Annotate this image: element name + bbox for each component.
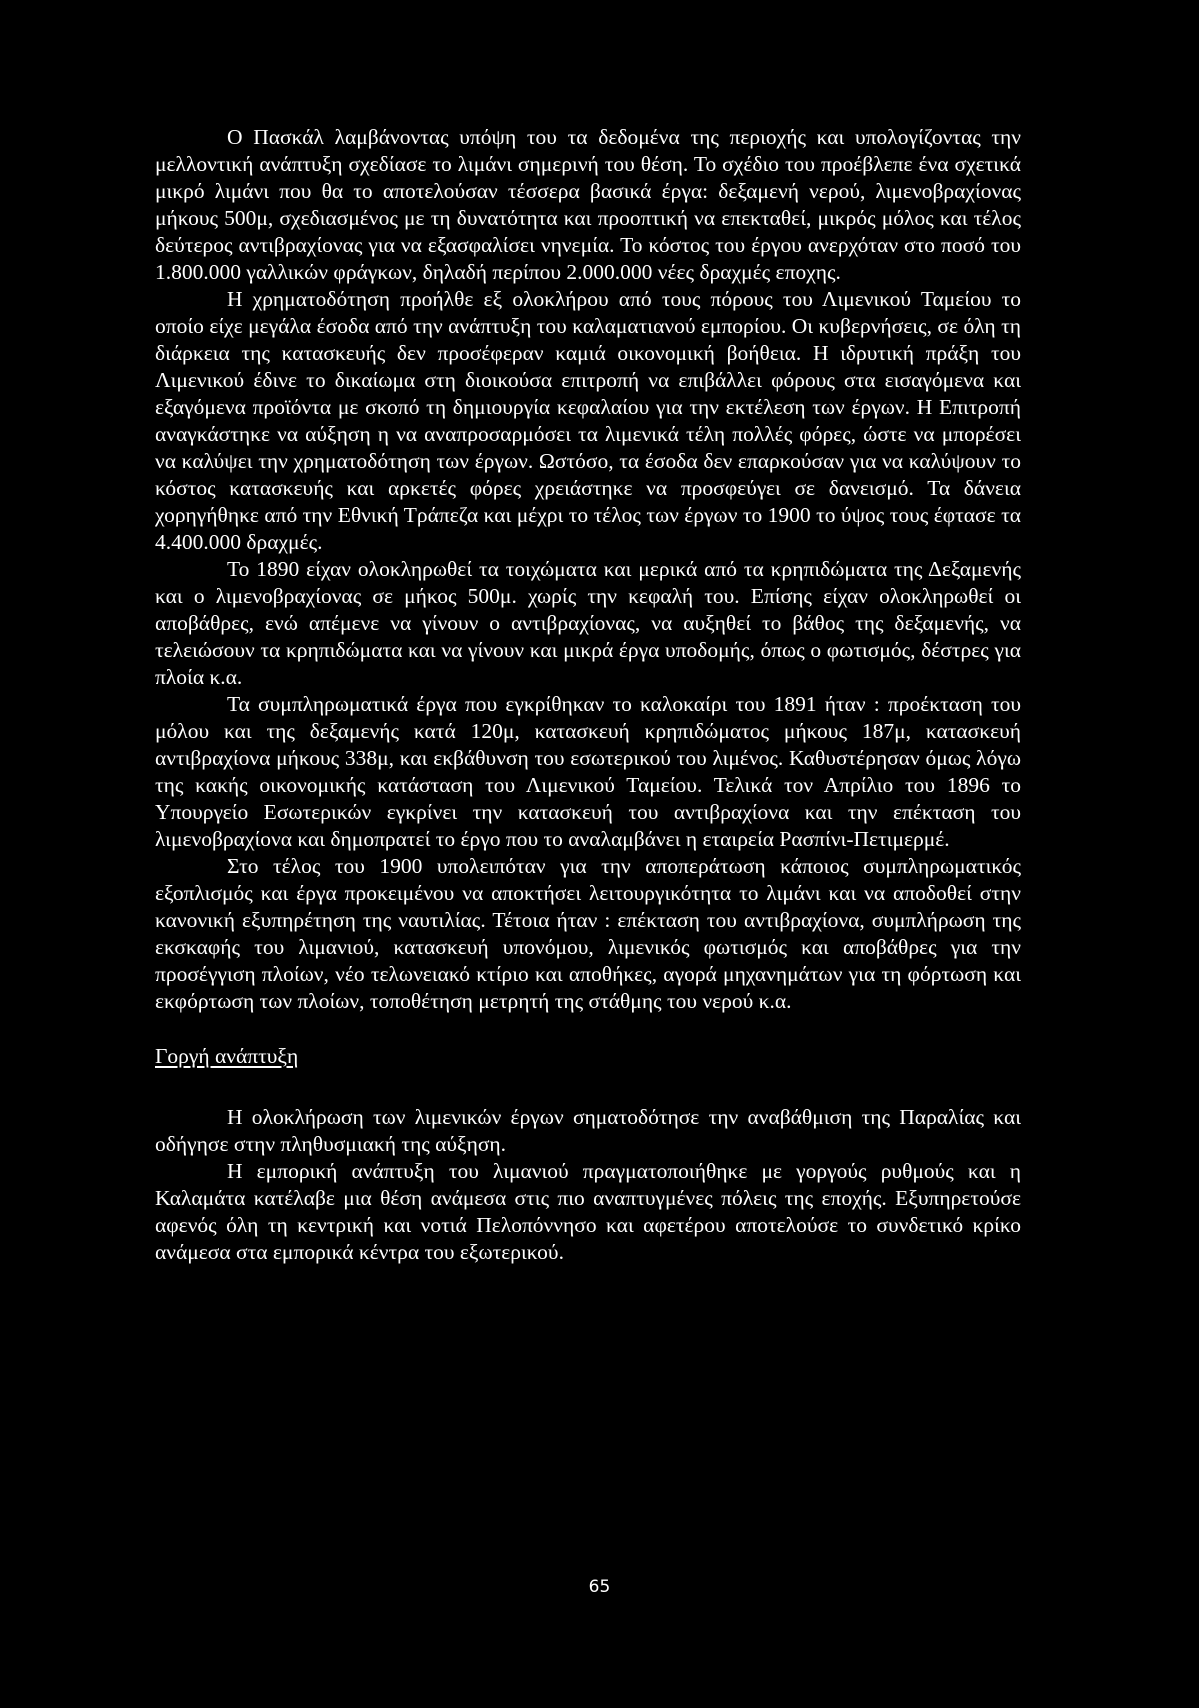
paragraph-commercial-growth: Η εμπορική ανάπτυξη του λιμανιού πραγματοποιήθηκε με γοργούς ρυθμούς και η Καλαμάτα κατέλαβε μια θέση ανάμεσα στις πιο αναπτυγμένες πόλεις της εποχής. Εξυπηρετούσε αφενός όλη τη κεντρική και νοτιά Πελοπόννησο και αφετέρου αποτελούσε το συνδετικό κρίκο ανάμεσα στα εμπορικά κέντρα του εξωτερικού. xyxy=(155,1159,1021,1264)
section-spacer xyxy=(155,1070,1021,1104)
paragraph-completion: Η ολοκλήρωση των λιμενικών έργων σηματοδότησε την αναβάθμιση της Παραλίας και οδήγησε στην πληθυσμιακή της αύξηση. xyxy=(155,1105,1021,1156)
paragraph-port-design: Ο Πασκάλ λαμβάνοντας υπόψη του τα δεδομένα της περιοχής και υπολογίζοντας την μελλοντική ανάπτυξη σχεδίασε το λιμάνι σημερινή του θέση. Το σχέδιο του προέβλεπε ένα σχετικά μικρό λιμάνι που θα το αποτελούσαν τέσσερα βασικά έργα: δεξαμενή νερού, λιμενοβραχίονας μήκους 500μ, σχεδιασμένος με τη δυνατότητα και προοπτική να επεκταθεί, μικρός μόλος και τέλος δεύτερος αντιβραχίονας για να εξασφαλίσει νηνεμία. Το κόστος του έργου ανερχόταν στο ποσό του 1.800.000 γαλλικών φράγκων, δηλαδή περίπου 2.000.000 νέες δραχμές εποχης. xyxy=(155,125,1021,284)
section-heading: Γοργή ανάπτυξη xyxy=(155,1044,299,1068)
paragraph-1890-progress: Το 1890 είχαν ολοκληρωθεί τα τοιχώματα και μερικά από τα κρηπιδώματα της Δεξαμενής και ο λιμενοβραχίονας σε μήκος 500μ. χωρίς την κεφαλή του. Επίσης είχαν ολοκληρωθεί οι αποβάθρες, ενώ απέμενε να γίνουν ο αντιβραχίονας, να αυξηθεί το βάθος της δεξαμενής, να τελειώσουν τα κρηπιδώματα και να γίνουν και μικρά έργα υποδομής, όπως ο φωτισμός, δέστρες για πλοία κ.α. xyxy=(155,557,1021,689)
paragraph-1891-works: Τα συμπληρωματικά έργα που εγκρίθηκαν το καλοκαίρι του 1891 ήταν : προέκταση του μόλου και της δεξαμενής κατά 120μ, κατασκευή κρηπιδώματος μήκους 187μ, κατασκευή αντιβραχίονα μήκους 338μ, και εκβάθυνση του εσωτερικού του λιμένος. Καθυστέρησαν όμως λόγω της κακής οικονομικής κατάσταση του Λιμενικού Ταμείου. Τελικά τον Απρίλιο του 1896 το Υπουργείο Εσωτερικών εγκρίνει την κατασκευή του αντιβραχίονα και την επέκταση του λιμενοβραχίονα και δημοπρατεί το έργο που το αναλαμβάνει η εταιρεία Ρασπίνι-Πετιμερμέ. xyxy=(155,692,1021,851)
page-number: 65 xyxy=(588,1577,611,1597)
paragraph-financing: Η χρηματοδότηση προήλθε εξ ολοκλήρου από τους πόρους του Λιμενικού Ταμείου το οποίο είχε μεγάλα έσοδα από την ανάπτυξη του καλαματιανού εμπορίου. Οι κυβερνήσεις, σε όλη τη διάρκεια της κατασκευής δεν προσέφεραν καμιά οικονομική βοήθεια. Η ιδρυτική πράξη του Λιμενικού έδινε το δικαίωμα στη διοικούσα επιτροπή να επιβάλλει φόρους στα εισαγόμενα και εξαγόμενα προϊόντα με σκοπό τη δημιουργία κεφαλαίου για την εκτέλεση των έργων. Η Επιτροπή αναγκάστηκε να αύξηση η να αναπροσαρμόσει τα λιμενικά τέλη πολλές φόρες, ώστε να μπορέσει να καλύψει την χρηματοδότηση των έργων. Ωστόσο, τα έσοδα δεν επαρκούσαν για να καλύψουν το κόστος κατασκευής και αρκετές φόρες χρειάστηκε να προσφεύγει σε δανεισμό. Τα δάνεια χορηγήθηκε από την Εθνική Τράπεζα και μέχρι το τέλος των έργων το 1900 το ύψος τους έφτασε τα 4.400.000 δραχμές. xyxy=(155,287,1021,554)
document-body xyxy=(155,124,1021,1266)
paragraph-1900-status: Στο τέλος του 1900 υπολειπόταν για την αποπεράτωση κάποιος συμπληρωματικός εξοπλισμός και έργα προκειμένου να αποκτήσει λειτουργικότητα το λιμάνι και να αποδοθεί στην κανονική εξυπηρέτηση της ναυτιλίας. Τέτοια ήταν : επέκταση του αντιβραχίονα, συμπλήρωση της εκσκαφής του λιμανιού, κατασκευή υπονόμου, λιμενικός φωτισμός και αποβάθρες για την προσέγγιση πλοίων, νέο τελωνειακό κτίριο και αποθήκες, αγορά μηχανημάτων για τη φόρτωση και εκφόρτωση των πλοίων, τοποθέτηση μετρητή της στάθμης του νερού κ.α. xyxy=(155,854,1021,1013)
